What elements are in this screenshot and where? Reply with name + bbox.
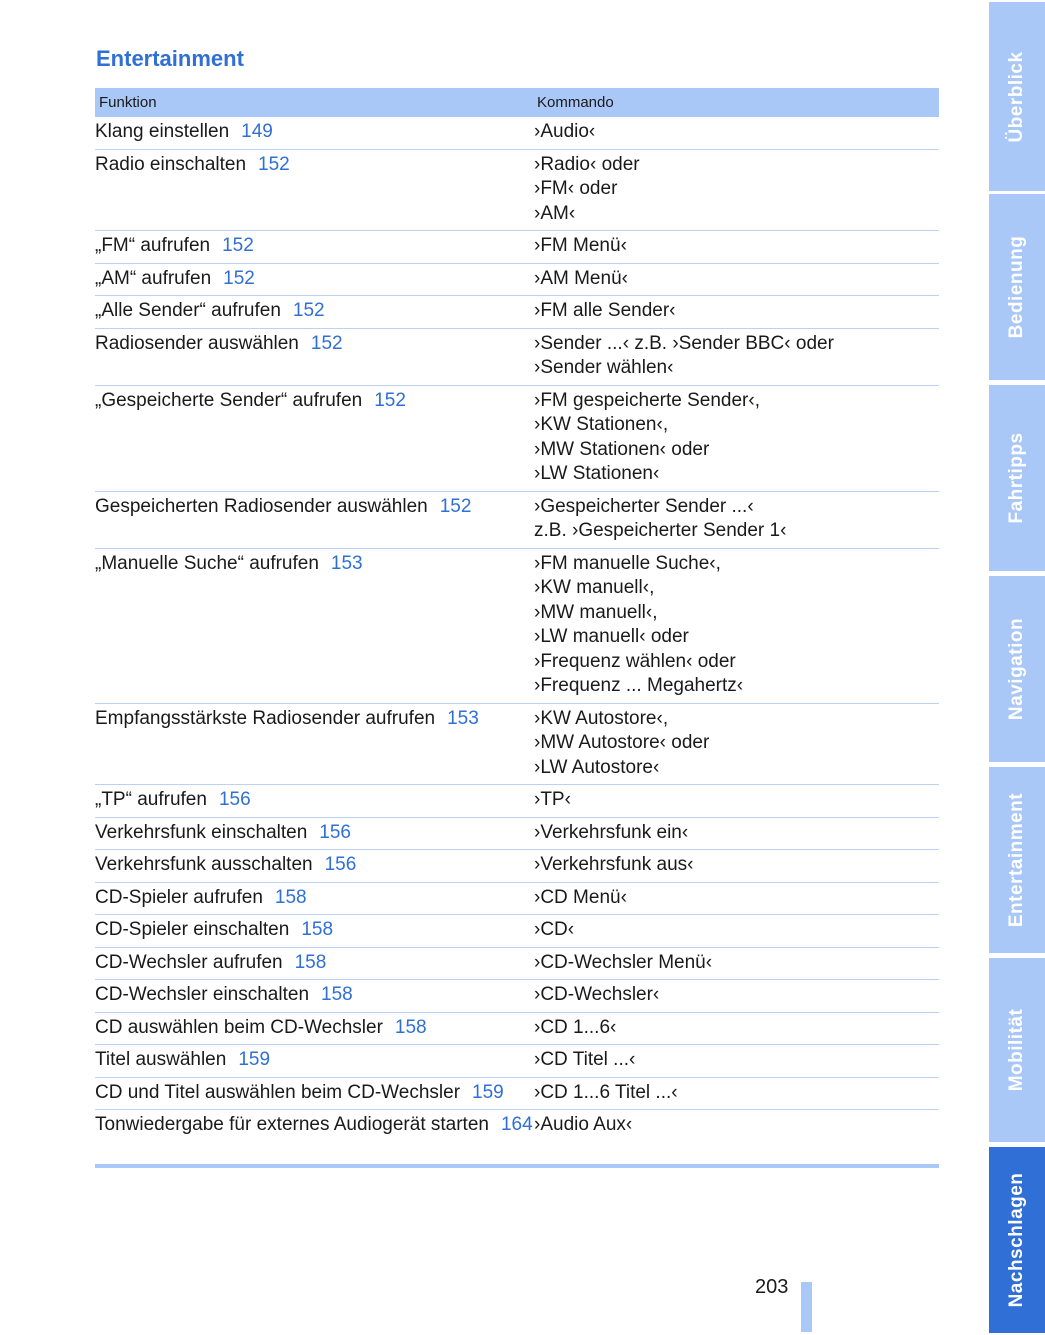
command-line: ›CD‹ bbox=[534, 919, 575, 940]
function-label: „AM“ aufrufen bbox=[95, 267, 212, 289]
command-line: ›Audio Aux‹ bbox=[534, 1114, 633, 1135]
chapter-tab-label: Fahrtipps bbox=[1006, 432, 1027, 524]
function-cell bbox=[95, 1077, 534, 1110]
command-line: ›FM Menü‹ bbox=[534, 235, 627, 256]
page-reference-link[interactable]: 156 bbox=[324, 854, 357, 875]
page-reference-link[interactable]: 153 bbox=[447, 707, 479, 729]
page-reference-link[interactable]: 149 bbox=[241, 121, 273, 142]
function-cell bbox=[95, 850, 534, 883]
chapter-tab-7[interactable] bbox=[989, 1147, 1045, 1333]
table-row bbox=[95, 1012, 939, 1045]
command-line: ›Gespeicherter Sender ...‹ bbox=[534, 495, 754, 517]
function-label: „Gespeicherte Sender“ aufrufen bbox=[95, 389, 363, 411]
command-line: ›FM gespeicherte Sender‹, bbox=[534, 389, 760, 411]
chapter-tab-3[interactable] bbox=[989, 385, 1045, 571]
command-line: ›Audio‹ bbox=[534, 121, 596, 142]
page-reference-link[interactable]: 153 bbox=[330, 552, 363, 574]
function-cell bbox=[95, 117, 534, 149]
table-row bbox=[95, 296, 939, 329]
function-label: Verkehrsfunk einschalten bbox=[95, 821, 308, 843]
page-reference-link[interactable]: 156 bbox=[218, 789, 251, 810]
page-reference-link[interactable]: 152 bbox=[439, 495, 472, 517]
command-line: ›CD Titel ...‹ bbox=[534, 1049, 636, 1070]
command-line: ›AM‹ bbox=[534, 202, 576, 224]
page-number: 203 bbox=[755, 1276, 789, 1298]
page-reference-link[interactable]: 158 bbox=[274, 886, 307, 908]
command-cell bbox=[534, 703, 939, 785]
table-row bbox=[95, 817, 939, 850]
function-label: Empfangsstärkste Radiosender aufrufen bbox=[95, 707, 436, 729]
table-row bbox=[95, 947, 939, 980]
table-bottom-rule bbox=[95, 1164, 939, 1168]
command-line: ›FM manuelle Suche‹, bbox=[534, 552, 721, 574]
command-line: ›LW Autostore‹ bbox=[534, 756, 660, 778]
function-cell bbox=[95, 785, 534, 818]
command-cell bbox=[534, 117, 939, 149]
page-reference-link[interactable]: 158 bbox=[294, 951, 327, 973]
command-cell bbox=[534, 548, 939, 703]
command-line: ›CD-Wechsler‹ bbox=[534, 984, 660, 1005]
page-reference-link[interactable]: 158 bbox=[301, 919, 334, 940]
command-line: ›TP‹ bbox=[534, 789, 571, 810]
page-reference-link[interactable]: 152 bbox=[310, 332, 343, 354]
header-kommando: Kommando bbox=[534, 88, 939, 117]
page-marker bbox=[801, 1282, 812, 1332]
function-cell bbox=[95, 882, 534, 915]
command-cell bbox=[534, 296, 939, 329]
function-label: CD-Wechsler aufrufen bbox=[95, 951, 283, 973]
function-cell bbox=[95, 548, 534, 703]
command-cell bbox=[534, 1110, 939, 1144]
function-label: Tonwiedergabe für externes Audiogerät starten bbox=[95, 1114, 489, 1135]
page-reference-link[interactable]: 159 bbox=[472, 1081, 504, 1103]
function-label: CD und Titel auswählen beim CD-Wechsler bbox=[95, 1081, 461, 1103]
table-row bbox=[95, 980, 939, 1013]
chapter-tab-label: Nachschlagen bbox=[1006, 1172, 1027, 1308]
function-cell bbox=[95, 915, 534, 948]
page-reference-link[interactable]: 158 bbox=[321, 984, 353, 1005]
command-line: ›CD 1...6‹ bbox=[534, 1016, 617, 1038]
command-line: ›LW manuell‹ oder bbox=[534, 626, 689, 647]
function-label: Verkehrsfunk ausschalten bbox=[95, 854, 313, 875]
page-reference-link[interactable]: 152 bbox=[374, 389, 406, 411]
command-cell bbox=[534, 980, 939, 1013]
command-line: ›MW Stationen‹ oder bbox=[534, 438, 710, 460]
function-label: „Manuelle Suche“ aufrufen bbox=[95, 552, 319, 574]
command-line: ›Sender ...‹ z.B. ›Sender BBC‹ oder bbox=[534, 332, 834, 354]
table-row bbox=[95, 850, 939, 883]
command-cell bbox=[534, 947, 939, 980]
table-row bbox=[95, 328, 939, 385]
command-line: ›KW manuell‹, bbox=[534, 577, 655, 598]
table-row bbox=[95, 385, 939, 491]
command-cell bbox=[534, 1012, 939, 1045]
command-line: ›Verkehrsfunk aus‹ bbox=[534, 854, 694, 875]
command-cell bbox=[534, 328, 939, 385]
chapter-tab-1[interactable] bbox=[989, 2, 1045, 191]
command-cell bbox=[534, 915, 939, 948]
page-reference-link[interactable]: 156 bbox=[319, 821, 351, 843]
function-cell bbox=[95, 817, 534, 850]
chapter-tab-label: Mobilität bbox=[1006, 1008, 1027, 1092]
chapter-tab-4[interactable] bbox=[989, 576, 1045, 762]
table-row bbox=[95, 231, 939, 264]
page-reference-link[interactable]: 152 bbox=[222, 235, 254, 256]
function-cell bbox=[95, 149, 534, 231]
chapter-sidebar bbox=[989, 0, 1045, 1335]
table-row bbox=[95, 1077, 939, 1110]
function-cell bbox=[95, 947, 534, 980]
command-cell bbox=[534, 882, 939, 915]
table-row bbox=[95, 703, 939, 785]
table-row bbox=[95, 149, 939, 231]
function-label: Radiosender auswählen bbox=[95, 332, 299, 354]
table-row bbox=[95, 263, 939, 296]
function-cell bbox=[95, 296, 534, 329]
function-label: Titel auswählen bbox=[95, 1049, 227, 1070]
command-cell bbox=[534, 491, 939, 548]
command-line: ›Verkehrsfunk ein‹ bbox=[534, 821, 689, 843]
command-line: ›CD Menü‹ bbox=[534, 886, 627, 908]
command-line: ›Frequenz ... Megahertz‹ bbox=[534, 675, 744, 696]
page-reference-link[interactable]: 152 bbox=[223, 267, 255, 289]
function-cell bbox=[95, 703, 534, 785]
command-cell bbox=[534, 385, 939, 491]
command-line: ›Frequenz wählen‹ oder bbox=[534, 650, 736, 672]
chapter-tab-2[interactable] bbox=[989, 194, 1045, 380]
table-row bbox=[95, 1110, 939, 1144]
function-label: CD auswählen beim CD-Wechsler bbox=[95, 1016, 383, 1038]
command-cell bbox=[534, 1077, 939, 1110]
page-reference-link[interactable]: 152 bbox=[292, 300, 325, 321]
command-line: z.B. ›Gespeicherter Sender 1‹ bbox=[534, 520, 787, 541]
command-line: ›CD-Wechsler Menü‹ bbox=[534, 951, 713, 973]
table-row bbox=[95, 548, 939, 703]
function-label: Klang einstellen bbox=[95, 121, 230, 142]
command-cell bbox=[534, 817, 939, 850]
function-label: CD-Spieler aufrufen bbox=[95, 886, 263, 908]
function-label: Gespeicherten Radiosender auswählen bbox=[95, 495, 428, 517]
command-line: ›KW Stationen‹, bbox=[534, 414, 669, 435]
function-cell bbox=[95, 1045, 534, 1078]
function-label: „Alle Sender“ aufrufen bbox=[95, 300, 281, 321]
command-line: ›FM‹ oder bbox=[534, 178, 618, 199]
table-row bbox=[95, 117, 939, 149]
command-line: ›MW Autostore‹ oder bbox=[534, 732, 710, 753]
function-cell bbox=[95, 263, 534, 296]
header-funktion: Funktion bbox=[95, 88, 534, 117]
command-line: ›AM Menü‹ bbox=[534, 267, 628, 289]
command-cell bbox=[534, 850, 939, 883]
page-reference-link[interactable]: 159 bbox=[238, 1049, 271, 1070]
function-cell bbox=[95, 1110, 534, 1144]
function-cell bbox=[95, 1012, 534, 1045]
command-line: ›LW Stationen‹ bbox=[534, 463, 660, 484]
page-reference-link[interactable]: 164 bbox=[500, 1114, 533, 1135]
command-line: ›MW manuell‹, bbox=[534, 601, 658, 623]
table-row bbox=[95, 1045, 939, 1078]
command-line: ›KW Autostore‹, bbox=[534, 707, 669, 729]
function-label: CD-Wechsler einschalten bbox=[95, 984, 310, 1005]
command-line: ›CD 1...6 Titel ...‹ bbox=[534, 1081, 678, 1103]
function-label: Radio einschalten bbox=[95, 153, 247, 175]
page-reference-link[interactable]: 158 bbox=[394, 1016, 427, 1038]
table-header-row bbox=[95, 88, 939, 117]
table-row bbox=[95, 785, 939, 818]
command-table bbox=[95, 88, 939, 1144]
command-cell bbox=[534, 263, 939, 296]
table-row bbox=[95, 491, 939, 548]
section-title: Entertainment bbox=[96, 46, 244, 71]
function-label: CD-Spieler einschalten bbox=[95, 919, 290, 940]
function-cell bbox=[95, 328, 534, 385]
command-cell bbox=[534, 231, 939, 264]
table-row bbox=[95, 915, 939, 948]
command-cell bbox=[534, 785, 939, 818]
function-cell bbox=[95, 980, 534, 1013]
chapter-tab-6[interactable] bbox=[989, 958, 1045, 1142]
command-line: ›FM alle Sender‹ bbox=[534, 300, 676, 321]
chapter-tab-label: Navigation bbox=[1006, 617, 1027, 721]
command-line: ›Sender wählen‹ bbox=[534, 357, 674, 378]
function-cell bbox=[95, 491, 534, 548]
table-row bbox=[95, 882, 939, 915]
chapter-tab-label: Bedienung bbox=[1006, 235, 1027, 339]
chapter-tab-5[interactable] bbox=[989, 767, 1045, 953]
chapter-tab-label: Überblick bbox=[1006, 50, 1027, 143]
function-cell bbox=[95, 385, 534, 491]
function-label: „FM“ aufrufen bbox=[95, 235, 211, 256]
command-cell bbox=[534, 149, 939, 231]
function-cell bbox=[95, 231, 534, 264]
command-cell bbox=[534, 1045, 939, 1078]
page-reference-link[interactable]: 152 bbox=[258, 153, 290, 175]
function-label: „TP“ aufrufen bbox=[95, 789, 207, 810]
command-line: ›Radio‹ oder bbox=[534, 153, 640, 175]
chapter-tab-label: Entertainment bbox=[1006, 792, 1027, 928]
